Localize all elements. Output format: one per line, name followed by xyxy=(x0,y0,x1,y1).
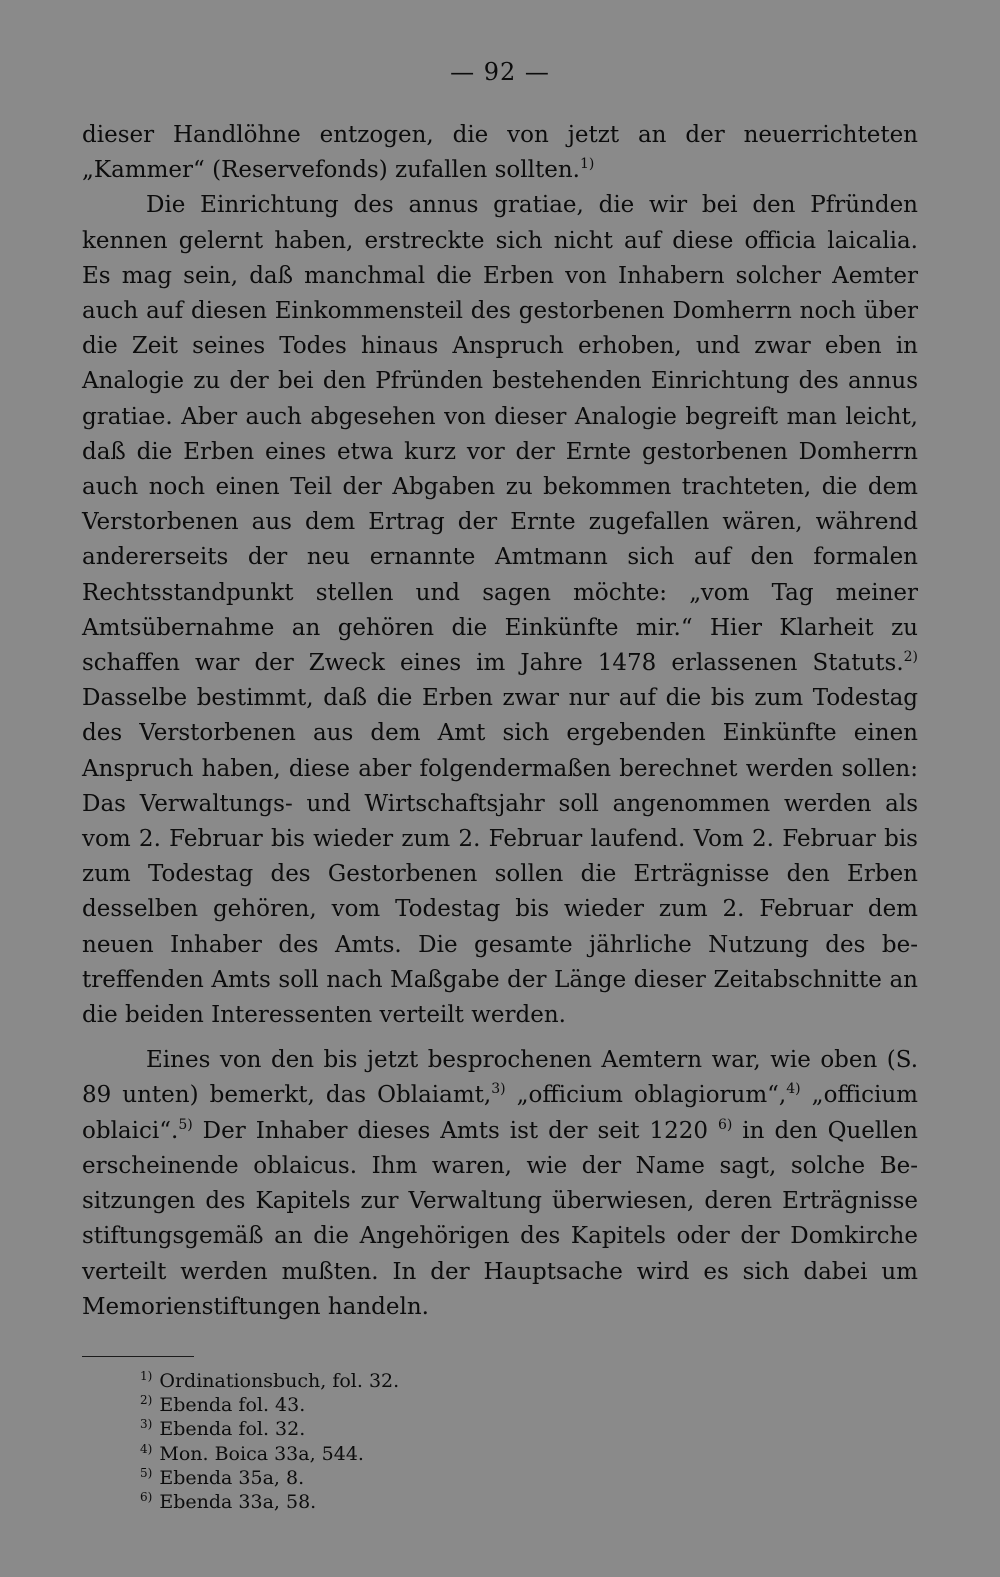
text-run: „officium oblaici“. xyxy=(82,1082,918,1144)
footnote-item xyxy=(140,1393,540,1417)
footnote-ref: 2) xyxy=(903,649,918,666)
footnote-text: Ebenda 33a, 58. xyxy=(159,1491,317,1514)
footnote-number: 6) xyxy=(140,1490,153,1505)
footnote-text: Mon. Boica 33a, 544. xyxy=(159,1442,364,1465)
footnote-ref: 6) xyxy=(717,1116,733,1133)
text-run: Die Einrichtung des annus gratiae, die wir bei den Pfründen kennen gelernt haben, erstreckte sich nicht auf diese officia laicalia. Es mag sein, daß manchmal die Erben von Inhabern solcher Aemter auch auf diesen Einkommensteil des gestorbenen Domherrn noch über die Zeit seines Todes hinaus Anspruch erhoben, und zwar eben in Analogie zu der bei den Pfründen bestehenden Einrichtung des annus gratiae. Aber auch abgesehen von dieser Analogie begreift man leicht, daß die Erben eines etwa kurz vor der Ernte gestorbenen Domherrn auch noch einen Teil der Abgaben zu bekommen trachteten, die dem Verstorbenen aus dem Ertrag der Ernte zugefallen wären, während andererseits der neu ernannte Amtmann sich auf den formalen Rechtsstandpunkt stellen und sagen möchte: „vom Tag meiner Amtsübernahme an gehören die Einkünfte mir.“ Hier Klarheit zu schaffen war der Zweck eines im Jahre 1478 erlassenen Statuts. xyxy=(82,192,918,677)
paragraph-2 xyxy=(82,188,918,1033)
footnote-number: 1) xyxy=(140,1369,153,1383)
footnote-ref: 4) xyxy=(786,1081,801,1098)
footnote-ref: 3) xyxy=(491,1081,506,1098)
footnote-item xyxy=(140,1417,540,1441)
footnote-text: Ebenda fol. 43. xyxy=(159,1394,306,1417)
footnote-text: Ebenda fol. 32. xyxy=(159,1418,306,1441)
page-number: — 92 — xyxy=(450,58,550,86)
text-run: Eines von den bis jetzt besprochenen Aemtern war, wie oben (S. 89 unten) bemerkt, das Oblaiamt, xyxy=(82,1047,918,1109)
text-run: in den Quellen erscheinende oblaicus. Ihm waren, wie der Name sagt, solche Besitzungen des Kapitels zur Verwaltung überwiesen, deren Erträgnisse stiftungsgemäß an die Angehörigen des Kapitels oder der Domkirche verteilt werden mußten. In der Hauptsache wird es sich dabei um Memorienstiftungen handeln. xyxy=(82,1117,918,1320)
body-text xyxy=(82,118,918,1325)
footnote-item xyxy=(140,1369,540,1393)
footnote-item xyxy=(140,1490,540,1514)
footnote-text: Ordinationsbuch, fol. 32. xyxy=(159,1370,400,1392)
footnote-divider xyxy=(82,1356,194,1357)
footnote-item xyxy=(140,1466,540,1490)
paragraph-3 xyxy=(82,1043,918,1325)
paragraph-1 xyxy=(82,118,918,188)
footnote-text: Ebenda 35a, 8. xyxy=(159,1466,305,1489)
text-run: „officium oblagiorum“, xyxy=(505,1082,787,1109)
footnote-ref: 1) xyxy=(579,156,595,173)
footnote-ref: 5) xyxy=(178,1116,193,1133)
text-run: dieser Handlöhne entzogen, die von jetzt an der neuerrichteten „Kammer“ (Reservefonds) zufallen sollten. xyxy=(82,122,918,184)
footnote-number: 4) xyxy=(140,1441,153,1456)
footnotes xyxy=(140,1369,540,1514)
text-run: Der Inhaber dieses Amts ist der seit 1220 xyxy=(192,1117,718,1144)
footnote-item xyxy=(140,1442,540,1466)
footnote-number: 3) xyxy=(140,1417,153,1432)
footnote-number: 5) xyxy=(140,1465,153,1480)
footnote-number: 2) xyxy=(140,1393,153,1408)
text-run: Dasselbe bestimmt, daß die Erben zwar nur auf die bis zum Todestag des Verstorbenen aus dem Amt sich ergebenden Einkünfte einen Anspruch haben, diese aber folgendermaßen berechnet werden sollen: Das Verwaltungs- und Wirtschaftsjahr soll angenommen werden als vom 2. Februar bis wieder zum 2. Februar laufend. Vom 2. Februar bis zum Todestag des Gestorbenen sollen die Erträgnisse den Erben desselben gehören, vom Todestag bis wieder zum 2. Februar dem neuen Inhaber des Amts. Die gesamte jährliche Nutzung des betreffenden Amts soll nach Maßgabe der Länge dieser Zeitabschnitte an die beiden Interessenten verteilt werden. xyxy=(82,685,918,1029)
